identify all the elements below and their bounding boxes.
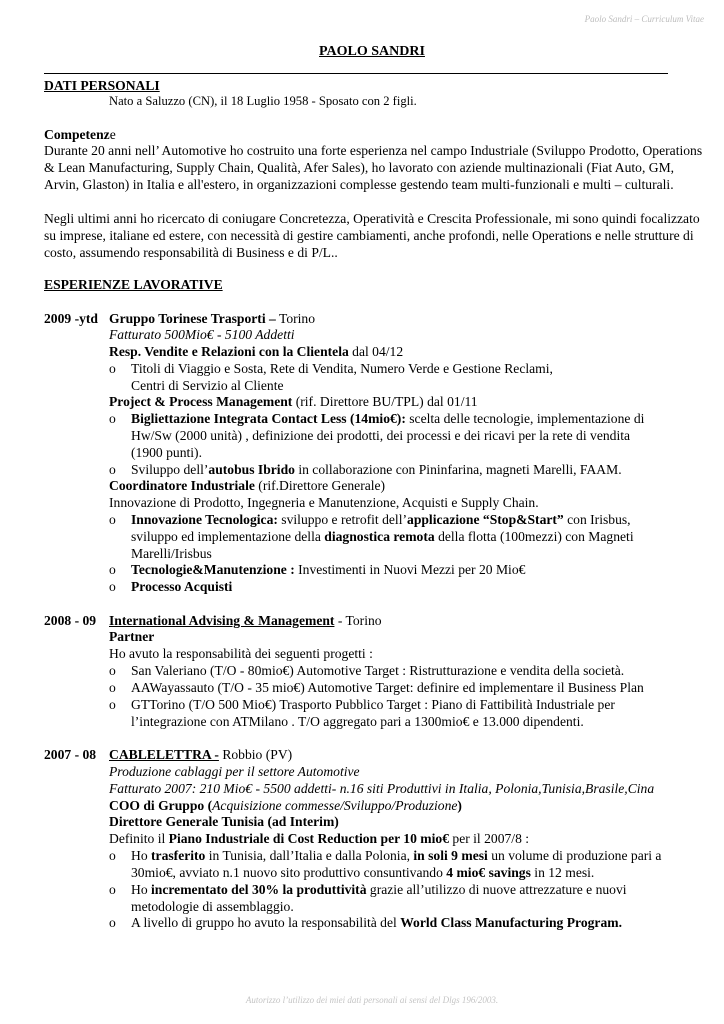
job3-b1-pre: Ho xyxy=(131,848,152,863)
job1-b1-line2: Centri di Servizio al Cliente xyxy=(131,378,284,393)
job1-b2-line2: Hw/Sw (2000 unità) , definizione dei prodotti, dei processi e dei ricavi per la rete di vendita xyxy=(131,428,631,443)
job1-bullet-5 xyxy=(109,561,709,578)
job3-plan-pre: Definito il xyxy=(109,831,169,846)
job3-b2-bold: incrementato del 30% la produttività xyxy=(151,882,367,897)
job1-bullet-6 xyxy=(109,578,709,595)
job3-bullet-3 xyxy=(109,914,709,931)
personal-heading: DATI PERSONALI xyxy=(44,78,160,93)
job3-plan-post: per il 2007/8 : xyxy=(449,831,530,846)
competenze-heading-main: Competenz xyxy=(44,127,110,142)
job3-b2-pre: Ho xyxy=(131,882,152,897)
job2-company-line xyxy=(109,612,382,629)
job1-b6-bold: Processo Acquisti xyxy=(131,579,233,594)
job1-b4-l2-bold: diagnostica remota xyxy=(324,529,435,544)
job3-desc2: Fatturato 2007: 210 Mio€ - 5500 addetti- n.16 siti Produttivi in Italia, Polonia,Tunisia,Brasile,Cina xyxy=(109,781,655,796)
bullet-marker: o xyxy=(109,411,116,426)
bullet-marker: o xyxy=(109,361,116,376)
job1-b3-post: in collaborazione con Pininfarina, magneti Marelli, FAAM. xyxy=(294,462,622,477)
bullet-marker: o xyxy=(109,915,116,930)
job3-b2-line2: metodologie di assemblaggio. xyxy=(131,899,294,914)
job3-b1-post: un volume di produzione pari a xyxy=(487,848,662,863)
job2-role: Partner xyxy=(109,629,155,644)
job1-b4-post: con Irisbus, xyxy=(563,512,631,527)
job2-company: International Advising & Management xyxy=(109,613,335,628)
job1-b3-pre: Sviluppo dell’ xyxy=(131,462,209,477)
job1-b5-post: Investimenti in Nuovi Mezzi per 20 Mio€ xyxy=(294,562,526,577)
job1-company: Gruppo Torinese Trasporti – xyxy=(109,311,276,326)
job1-role3 xyxy=(109,477,385,494)
job2-b3-line1: GTTorino (T/O 500 Mio€) Trasporto Pubblico Target : Piano di Fattibilità Industriale per xyxy=(131,697,615,712)
job1-role2-title: Project & Process Management xyxy=(109,394,293,409)
job2-b3-line2: l’integrazione con ATMilano . T/O aggregato pari a 1300mio€ e 13.000 dipendenti. xyxy=(131,714,584,729)
job1-innovation-line: Innovazione di Prodotto, Ingegneria e Manutenzione, Acquisti e Supply Chain. xyxy=(109,495,539,510)
privacy-footer: Autorizzo l’utilizzo dei miei dati personali ai sensi del Dlgs 196/2003. xyxy=(245,995,499,1005)
competenze-paragraph-1: Durante 20 anni nell’ Automotive ho costruito una forte esperienza nel campo Industriale (Sviluppo Prodotto, Operations & Lean Manufacturing, Supply Chain, Qualità, Afer Sales), ho lavorato con aziende multinazionali (Fiat Auto, GM, Arvin, Glaston) in Italia e all'estero, in organizzazioni complesse gestendo team multi-funzionali e multi – culturali. xyxy=(44,143,703,192)
bullet-marker: o xyxy=(109,562,116,577)
job2-b2: AAWayassauto (T/O - 35 mio€) Automotive Target: definire ed implementare il Business Plan xyxy=(131,680,644,695)
competenze-heading-tail: e xyxy=(109,127,116,142)
job3-year: 2007 - 08 xyxy=(44,747,97,762)
experience-heading: ESPERIENZE LAVORATIVE xyxy=(44,277,223,292)
job1-role1-date: dal 04/12 xyxy=(348,344,404,359)
job3-plan-line xyxy=(109,830,529,847)
job1-b1-line1: Titoli di Viaggio e Sosta, Rete di Vendita, Numero Verde e Gestione Reclami, xyxy=(131,361,553,376)
job1-b2-bold: Bigliettazione Integrata Contact Less (14mio€): xyxy=(131,411,406,426)
bullet-marker: o xyxy=(109,680,116,695)
bullet-marker: o xyxy=(109,697,116,712)
job1-role2 xyxy=(109,393,478,410)
job3-b1-bold2: in soli 9 mesi xyxy=(413,848,488,863)
job3-b1-mid: in Tunisia, dall’Italia e dalla Polonia, xyxy=(205,848,414,863)
job1-bullet-4 xyxy=(109,511,709,562)
competenze-paragraph-2: Negli ultimi anni ho ricercato di coniugare Concretezza, Operatività e Crescita Professionale, mi sono quindi focalizzato su imprese, italiane ed estere, con necessità di gestire cambiamenti, anche profondi, nelle Operations e nelle strutture di costo, assumendo responsabilità di Business e di P/L.. xyxy=(44,211,700,260)
job1-company-line xyxy=(109,310,315,327)
job3-b2-post: grazie all’utilizzo di nuove attrezzature e nuovi xyxy=(366,882,627,897)
job3-coo-note: Acquisizione commesse/Sviluppo/Produzione xyxy=(212,798,458,813)
header-note: Paolo Sandri – Curriculum Vitae xyxy=(584,14,704,24)
bullet-marker: o xyxy=(109,462,116,477)
job1-bullet-1 xyxy=(109,360,709,394)
job3-desc1: Produzione cablaggi per il settore Automotive xyxy=(109,764,360,779)
job3-b1-bold: trasferito xyxy=(151,848,206,863)
job3-b1-l2-bold: 4 mio€ savings xyxy=(446,865,531,880)
job1-role1-title: Resp. Vendite e Relazioni con la Clientela xyxy=(109,344,349,359)
job1-facts: Fatturato 500Mio€ - 5100 Addetti xyxy=(109,327,295,342)
job3-coo: COO di Gruppo xyxy=(109,798,205,813)
job3-b1-l2-pre: 30mio€, avviato n.1 nuovo sito produttivo consuntivando xyxy=(131,865,447,880)
job1-b4-bold: Innovazione Tecnologica: xyxy=(131,512,278,527)
job1-bullet-2 xyxy=(109,410,709,461)
cv-name-title: PAOLO SANDRI xyxy=(319,44,425,59)
job3-city: Robbio (PV) xyxy=(218,747,293,762)
job1-role3-note: (rif.Direttore Generale) xyxy=(254,478,386,493)
job1-city: Torino xyxy=(275,311,316,326)
competenze-heading xyxy=(44,126,116,143)
job1-b4-l2-post: della flotta (100mezzi) con Magneti xyxy=(434,529,634,544)
job2-bullet-1 xyxy=(109,662,709,679)
job1-b5-bold: Tecnologie&Manutenzione : xyxy=(131,562,295,577)
bullet-marker: o xyxy=(109,882,116,897)
job3-company: CABLELETTRA - xyxy=(109,747,219,762)
personal-line: Nato a Saluzzo (CN), il 18 Luglio 1958 - Sposato con 2 figli. xyxy=(109,94,417,108)
job3-coo-line xyxy=(109,797,462,814)
bullet-marker: o xyxy=(109,848,116,863)
job2-intro: Ho avuto la responsabilità dei seguenti progetti : xyxy=(109,646,373,661)
job3-b1-l2-post: in 12 mesi. xyxy=(530,865,595,880)
job3-bullet-2 xyxy=(109,881,709,915)
job3-plan-bold: Piano Industriale di Cost Reduction per 10 mio€ xyxy=(168,831,449,846)
job1-b3-bold: autobus Ibrido xyxy=(208,462,295,477)
job3-b3-bold: World Class Manufacturing Program. xyxy=(400,915,622,930)
job3-director: Direttore Generale Tunisia (ad Interim) xyxy=(109,814,339,829)
job1-role3-title: Coordinatore Industriale xyxy=(109,478,255,493)
job2-city: - Torino xyxy=(334,613,382,628)
job3-bullet-1 xyxy=(109,847,709,881)
job1-b4-mid: sviluppo e retrofit dell’ xyxy=(277,512,408,527)
job1-role1 xyxy=(109,343,403,360)
job3-b3-pre: A livello di gruppo ho avuto la responsabilità del xyxy=(131,915,401,930)
bullet-marker: o xyxy=(109,663,116,678)
title-divider xyxy=(44,73,668,74)
job1-b4-line3: Marelli/Irisbus xyxy=(131,546,212,561)
bullet-marker: o xyxy=(109,512,116,527)
job1-b2-line3: (1900 punti). xyxy=(131,445,202,460)
job3-coo-close: ) xyxy=(457,798,462,813)
job1-b4-bold2: applicazione “Stop&Start” xyxy=(407,512,564,527)
job3-coo-open: ( xyxy=(204,798,213,813)
job1-b4-l2-pre: sviluppo ed implementazione della xyxy=(131,529,325,544)
job2-bullet-2 xyxy=(109,679,709,696)
job1-year: 2009 -ytd xyxy=(44,311,98,326)
job3-company-line xyxy=(109,746,292,763)
bullet-marker: o xyxy=(109,579,116,594)
job2-b1: San Valeriano (T/O - 80mio€) Automotive Target : Ristrutturazione e vendita della società. xyxy=(131,663,625,678)
job1-b2-rest: scelta delle tecnologie, implementazione di xyxy=(405,411,645,426)
job1-role2-note: (rif. Direttore BU/TPL) dal 01/11 xyxy=(292,394,478,409)
job1-bullet-3 xyxy=(109,461,709,478)
job2-year: 2008 - 09 xyxy=(44,613,97,628)
job2-bullet-3 xyxy=(109,696,709,730)
